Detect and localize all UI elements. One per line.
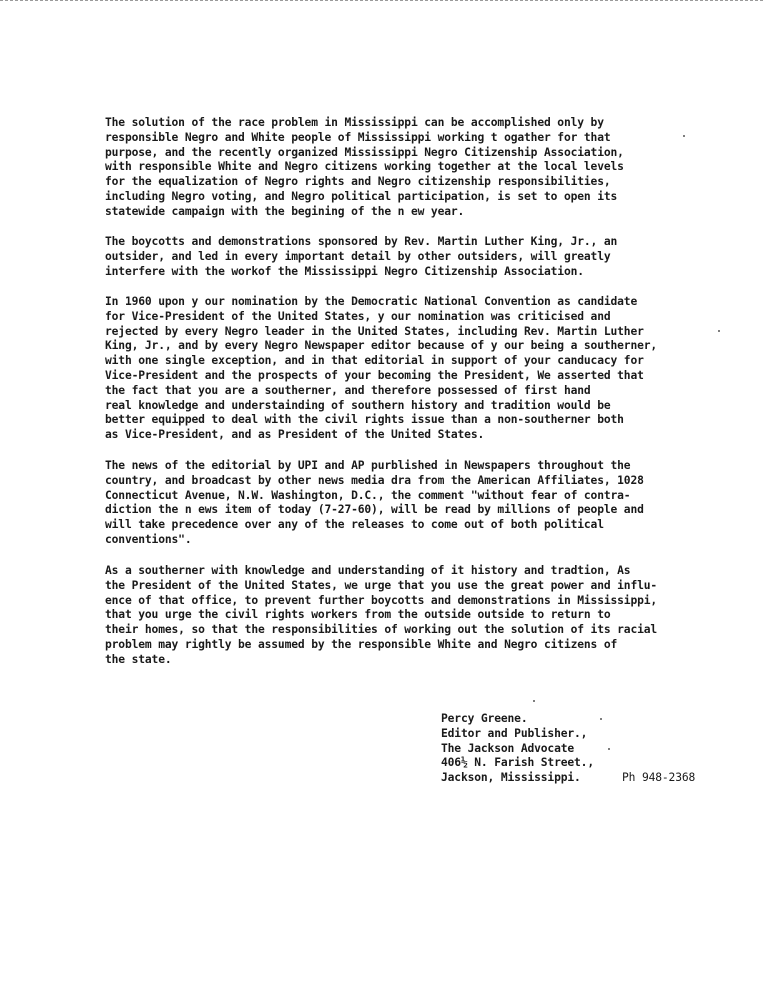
signature-block — [441, 712, 741, 786]
signature-city: Jackson, Mississippi. — [441, 771, 581, 785]
text-line: purpose, and the recently organized Mississippi Negro Citizenship Association, — [105, 145, 624, 159]
phone-number: Ph 948-2368 — [622, 771, 696, 784]
text-line: for the equalization of Negro rights and Negro citizenship responsibilities, — [105, 175, 611, 189]
text-line: the fact that you are a southerner, and therefore possessed of first hand — [105, 383, 591, 397]
scan-speck — [600, 718, 602, 720]
text-line: with responsible White and Negro citizens working together at the local levels — [105, 160, 624, 174]
text-line: problem may rightly be assumed by the responsible White and Negro citizens of — [105, 637, 618, 651]
text-line: The boycotts and demonstrations sponsored by Rev. Martin Luther King, Jr., an — [105, 235, 618, 248]
signature-street-address: 406½ N. Farish Street., — [441, 756, 594, 770]
text-line: rejected by every Negro leader in the United States, including Rev. Martin Luther — [105, 324, 644, 338]
text-line: The news of the editorial by UPI and AP purblished in Newspapers throughout the — [105, 459, 631, 472]
text-line: ence of that office, to prevent further boycotts and demonstrations in Mississippi, — [105, 593, 658, 607]
text-line: better equipped to deal with the civil rights issue than a non-southerner both — [105, 413, 624, 427]
text-line: Vice-President and the prospects of your becoming the President, We asserted that — [105, 368, 644, 382]
paragraph-boycotts — [105, 235, 737, 279]
text-line: will take precedence over any of the releases to come out of both political — [105, 518, 604, 532]
text-line: King, Jr., and by every Negro Newspaper editor because of y our being a southerner, — [105, 339, 658, 353]
paragraph-news-editorial — [105, 459, 737, 548]
text-line: country, and broadcast by other news media dra from the American Affiliates, 1028 — [105, 473, 644, 487]
text-line: responsible Negro and White people of Mississippi working t ogather for that — [105, 130, 611, 144]
text-line: their homes, so that the responsibilities of working out the solution of its racial — [105, 623, 658, 637]
text-line: real knowledge and understainding of southern history and tradition would be — [105, 398, 611, 412]
text-line: In 1960 upon y our nomination by the Democratic National Convention as candidate — [105, 295, 638, 308]
text-line: as Vice-President, and as President of the United States. — [105, 428, 485, 442]
text-line: diction the n ews item of today (7-27-60), will be read by millions of people and — [105, 503, 644, 517]
text-line: interfere with the workof the Mississippi Negro Citizenship Association. — [105, 264, 584, 278]
text-line: outsider, and led in every important detail by other outsiders, will greatly — [105, 249, 611, 263]
text-line: Connecticut Avenue, N.W. Washington, D.C., the comment "without fear of contra- — [105, 488, 631, 502]
paragraph-1960-nomination — [105, 295, 737, 443]
signature-title: Editor and Publisher., — [441, 726, 588, 740]
text-line: As a southerner with knowledge and understanding of it history and tradtion, As — [105, 564, 631, 577]
text-line: the President of the United States, we urge that you use the great power and influ- — [105, 578, 658, 592]
scan-speck — [533, 700, 535, 702]
text-line: for Vice-President of the United States, y our nomination was criticised and — [105, 309, 611, 323]
signature-name: Percy Greene. — [441, 712, 528, 725]
text-line: the state. — [105, 652, 172, 666]
signature-organization: The Jackson Advocate — [441, 741, 575, 755]
scan-speck — [718, 330, 720, 332]
paragraph-race-problem-solution — [105, 116, 737, 220]
text-line: The solution of the race problem in Mississippi can be accomplished only by — [105, 116, 604, 129]
text-line: conventions". — [105, 532, 192, 546]
scan-speck — [608, 748, 610, 750]
text-line: with one single exception, and in that editorial in support of your canducacy for — [105, 354, 644, 368]
text-line: that you urge the civil rights workers from the outside outside to return to — [105, 608, 611, 622]
text-line: including Negro voting, and Negro political participation, is set to open its — [105, 189, 618, 203]
scan-speck — [683, 135, 685, 137]
paragraph-appeal-to-president — [105, 564, 737, 668]
text-line: statewide campaign with the begining of the n ew year. — [105, 204, 465, 218]
